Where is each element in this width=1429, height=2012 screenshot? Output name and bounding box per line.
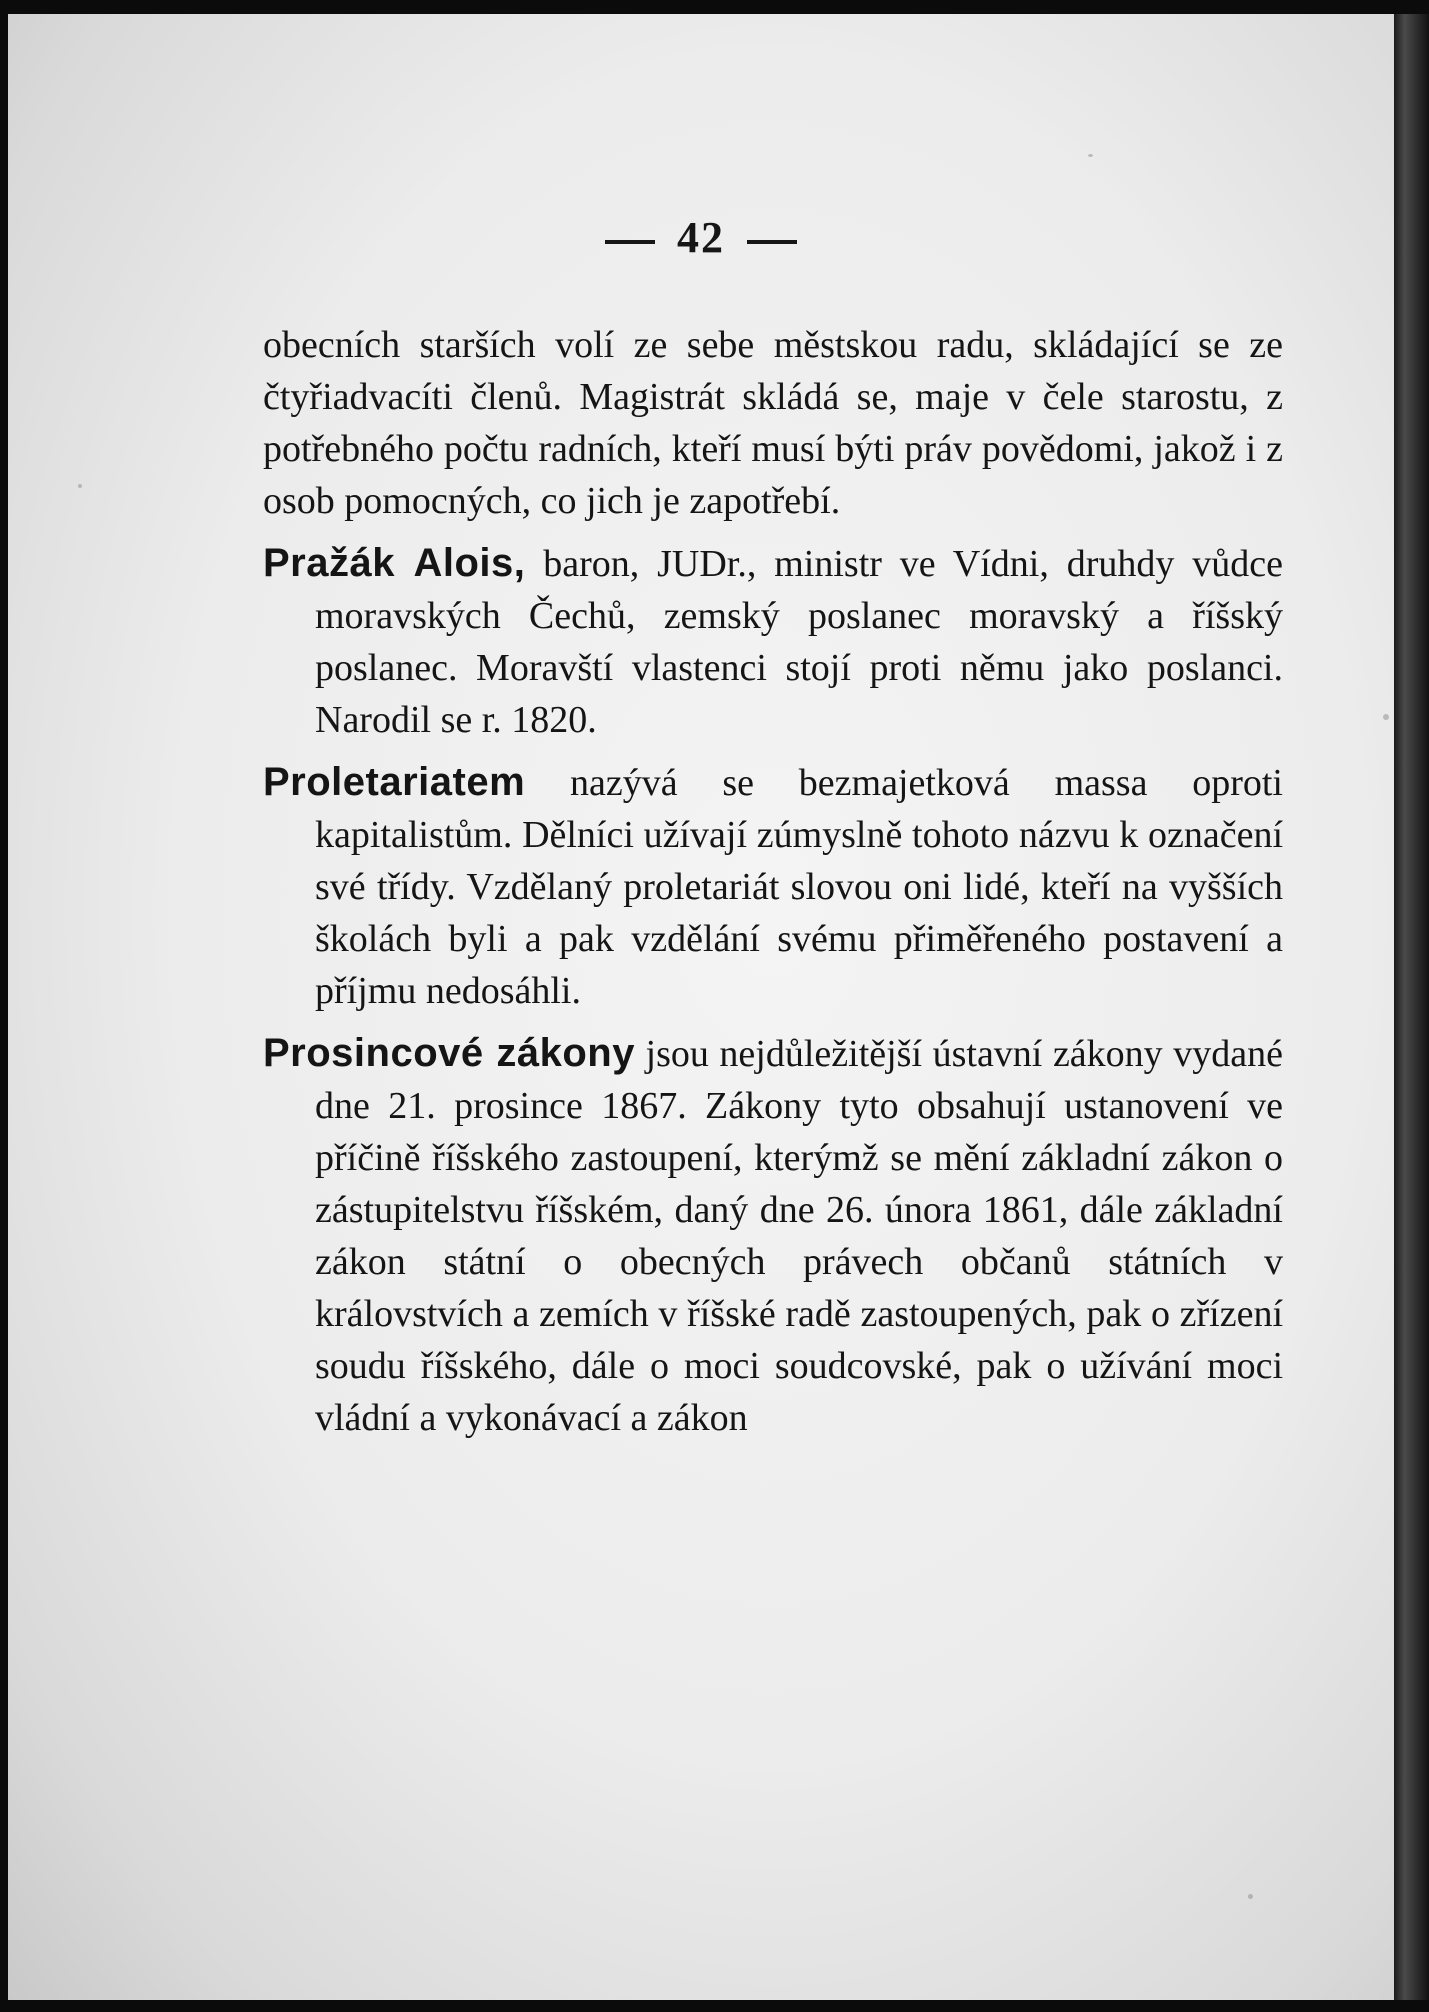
paper-speck — [1248, 1894, 1253, 1899]
entry-prosincove-zakony — [263, 1027, 1283, 1444]
entry-body: jsou nejdůležitější ústavní zákony vydané dne 21. prosince 1867. Zákony tyto obsahují ustanovení ve příčině říšského zastoupení, kterýmž se mění základní zákon o zástupitelstvu říšském, daný dne 26. února 1861, dále základní zákon státní o obecných právech občanů státních v královstvích a zemích v říšské radě zastoupených, pak o zřízení soudu říšského, dále o moci soudcovské, pak o užívání moci vládní a vykonávací a zákon — [315, 1033, 1283, 1439]
entry-body: baron, JUDr., ministr ve Vídni, druhdy vůdce moravských Čechů, zemský poslanec moravský a říšský poslanec. Moravští vlastenci stojí proti němu jako poslanci. Narodil se r. 1820. — [315, 543, 1283, 741]
paper-speck — [1088, 154, 1093, 157]
entry-headword: Prosincové zákony — [263, 1031, 635, 1075]
intro-paragraph: obecních starších volí ze sebe městskou radu, skládající se ze čtyřiadvacíti členů. Magistrát skládá se, maje v čele starostu, z potřebného počtu radních, kteří musí býti práv povědomi, jakož i z osob pomocných, co jich je zapotřebí. — [263, 324, 1283, 522]
entry-proletariatem — [263, 756, 1283, 1017]
page-edge-shadow — [1394, 14, 1429, 2000]
text-block — [263, 319, 1283, 1444]
paper-speck — [78, 484, 82, 488]
dash-left — [605, 240, 655, 244]
entry-body: nazývá se bezmajetková massa oproti kapitalistům. Dělníci užívají zúmyslně tohoto názvu k označení své třídy. Vzdělaný proletariát slovou oni lidé, kteří na vyšších školách byli a pak vzdělání svému přiměřeného postavení a příjmu nedosáhli. — [315, 762, 1283, 1012]
entry-headword: Pražák Alois, — [263, 541, 526, 585]
dash-right — [747, 240, 797, 244]
entry-prazak — [263, 537, 1283, 746]
page-number-text: 42 — [677, 213, 725, 262]
page-number — [8, 212, 1394, 263]
book-page — [8, 14, 1394, 2000]
paper-speck — [1383, 714, 1389, 720]
entry-headword: Proletariatem — [263, 760, 526, 804]
